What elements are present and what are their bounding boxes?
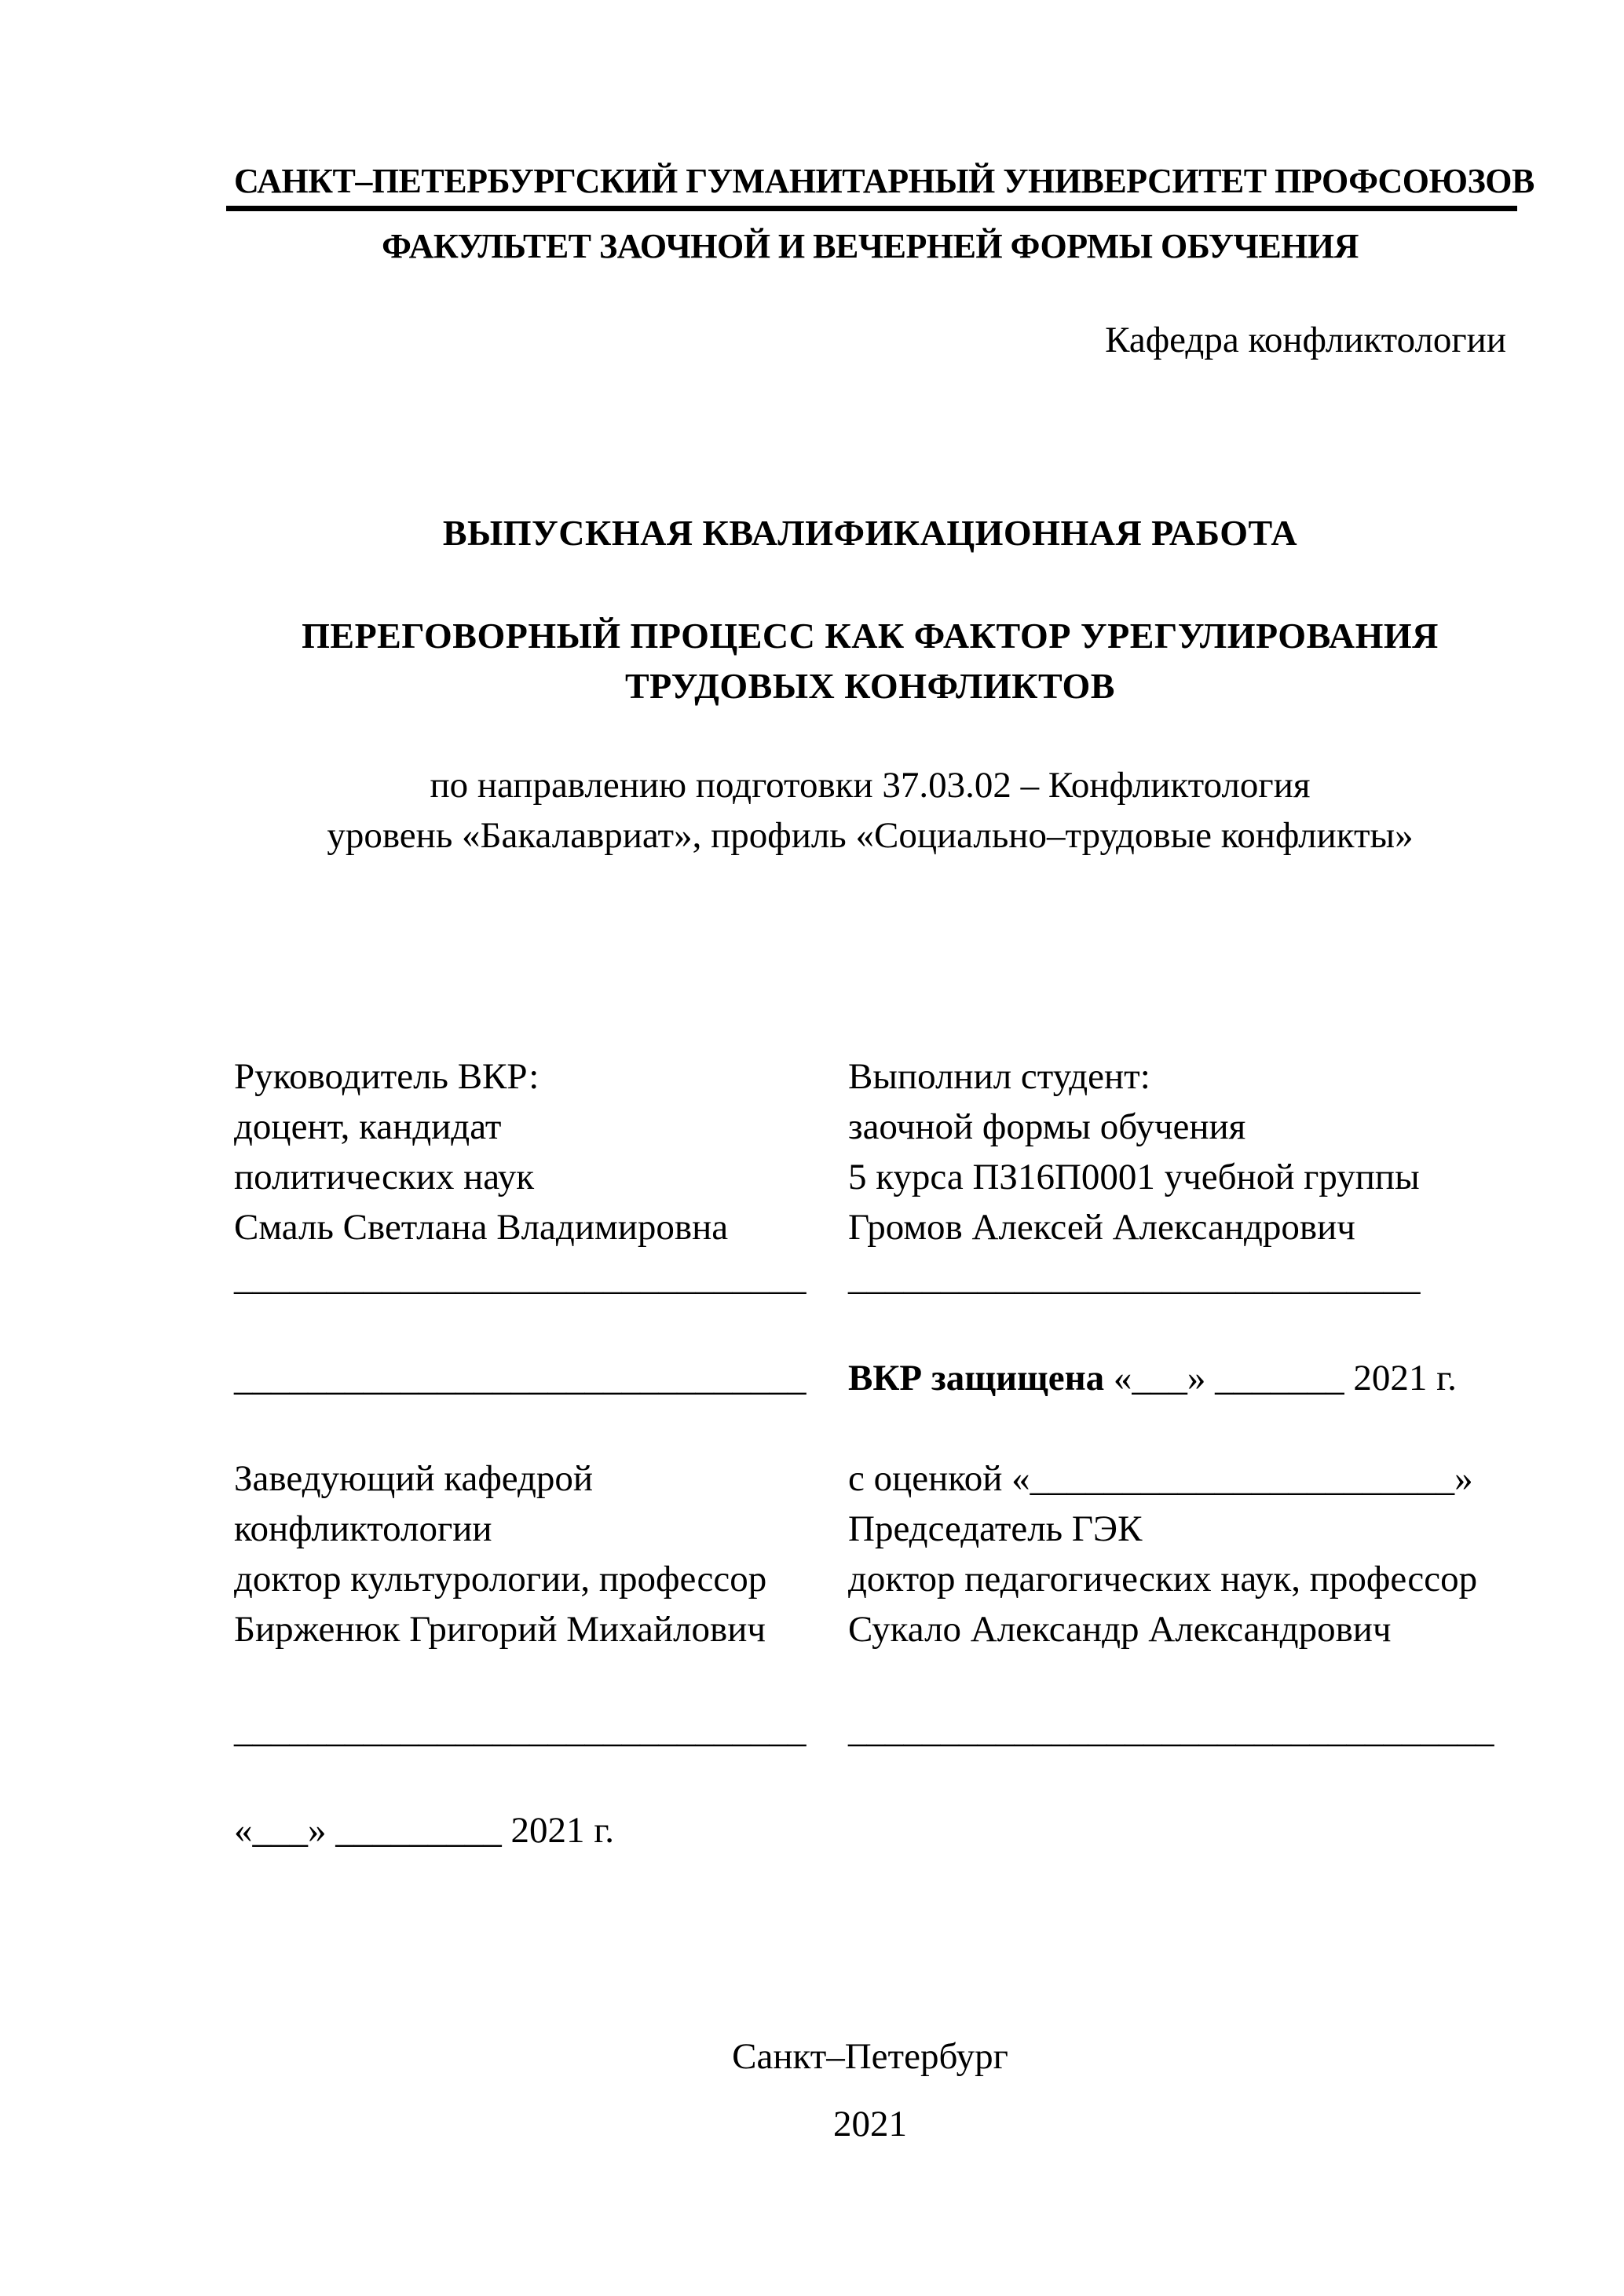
gek-chair-role: Председатель ГЭК (848, 1508, 1143, 1549)
student-study-form: заочной формы обучения (848, 1106, 1246, 1147)
defense-defended-date-blank: «___» _______ 2021 г. (1104, 1358, 1457, 1398)
row-names (234, 1206, 1506, 1256)
signature-columns (234, 1055, 1506, 1859)
degree-direction (234, 760, 1506, 861)
student-group: 5 курса ПЗ16П0001 учебной группы (848, 1157, 1420, 1197)
row-degrees (234, 1558, 1506, 1608)
row-degree1 (234, 1106, 1506, 1156)
gek-chair-signature-line: ___________________________________ (848, 1709, 1494, 1750)
row-signature-blanks-1 (234, 1256, 1506, 1307)
work-type-heading: ВЫПУСКНАЯ КВАЛИФИКАЦИОННАЯ РАБОТА (442, 513, 1298, 553)
defense-defended-line (848, 1357, 1506, 1399)
row-names-2 (234, 1608, 1506, 1658)
head-of-department-name: Бирженюк Григорий Михайлович (234, 1609, 766, 1650)
student-name: Громов Алексей Александрович (848, 1207, 1355, 1248)
row-spacer-1 (234, 1307, 1506, 1357)
header-divider-rule (226, 206, 1517, 211)
head-of-department-date-blank: «___» _________ 2021 г. (234, 1810, 614, 1851)
thesis-title (234, 611, 1506, 711)
head-of-department-role-line2: конфликтологии (234, 1508, 492, 1549)
row-defended (234, 1357, 1506, 1407)
supervisor-degree-line1: доцент, кандидат (234, 1106, 502, 1147)
faculty-name: ФАКУЛЬТЕТ ЗАОЧНОЙ И ВЕЧЕРНЕЙ ФОРМЫ ОБУЧЕНИЯ (382, 227, 1359, 265)
row-spacer-3 (234, 1658, 1506, 1709)
supervisor-degree-line2: политических наук (234, 1157, 535, 1197)
supervisor-signature-line-2: _______________________________ (234, 1358, 807, 1398)
student-signature-line: _______________________________ (848, 1257, 1421, 1298)
footer-year: 2021 (833, 2104, 907, 2144)
thesis-title-line1: ПЕРЕГОВОРНЫЙ ПРОЦЕСС КАК ФАКТОР УРЕГУЛИРОВАНИЯ (302, 616, 1439, 656)
head-of-department-signature-line: _______________________________ (234, 1709, 807, 1750)
student-role-label: Выполнил студент: (848, 1056, 1150, 1097)
gek-chair-name: Сукало Александр Александрович (848, 1609, 1392, 1650)
supervisor-role-label: Руководитель ВКР: (234, 1056, 540, 1097)
head-of-department-degree: доктор культурологии, профессор (234, 1559, 767, 1600)
supervisor-signature-line: _______________________________ (234, 1257, 807, 1298)
head-of-department-role-line1: Заведующий кафедрой (234, 1458, 594, 1499)
row-roles (234, 1055, 1506, 1106)
direction-line1: по направлению подготовки 37.03.02 – Конфликтология (430, 765, 1311, 806)
defense-defended-label: ВКР защищена (848, 1358, 1105, 1398)
supervisor-name: Смаль Светлана Владимировна (234, 1207, 729, 1248)
row-signature-blanks-2 (234, 1709, 1506, 1759)
row-degree2 (234, 1156, 1506, 1206)
row-spacer-2 (234, 1407, 1506, 1457)
thesis-title-line2: ТРУДОВЫХ КОНФЛИКТОВ (624, 666, 1115, 706)
row-spacer-4 (234, 1759, 1506, 1809)
defense-grade-line: с оценкой «_______________________» (848, 1458, 1473, 1499)
department-name: Кафедра конфликтологии (1105, 320, 1506, 360)
row-head-role2-chair (234, 1508, 1506, 1558)
row-head-role1-grade (234, 1457, 1506, 1508)
footer-city: Санкт–Петербург (732, 2036, 1008, 2077)
direction-line2: уровень «Бакалавриат», профиль «Социально–трудовые конфликты» (327, 815, 1414, 856)
row-date (234, 1809, 1506, 1859)
university-name: САНКТ–ПЕТЕРБУРГСКИЙ ГУМАНИТАРНЫЙ УНИВЕРСИТЕТ ПРОФСОЮЗОВ (234, 162, 1534, 200)
gek-chair-degree: доктор педагогических наук, профессор (848, 1559, 1478, 1600)
